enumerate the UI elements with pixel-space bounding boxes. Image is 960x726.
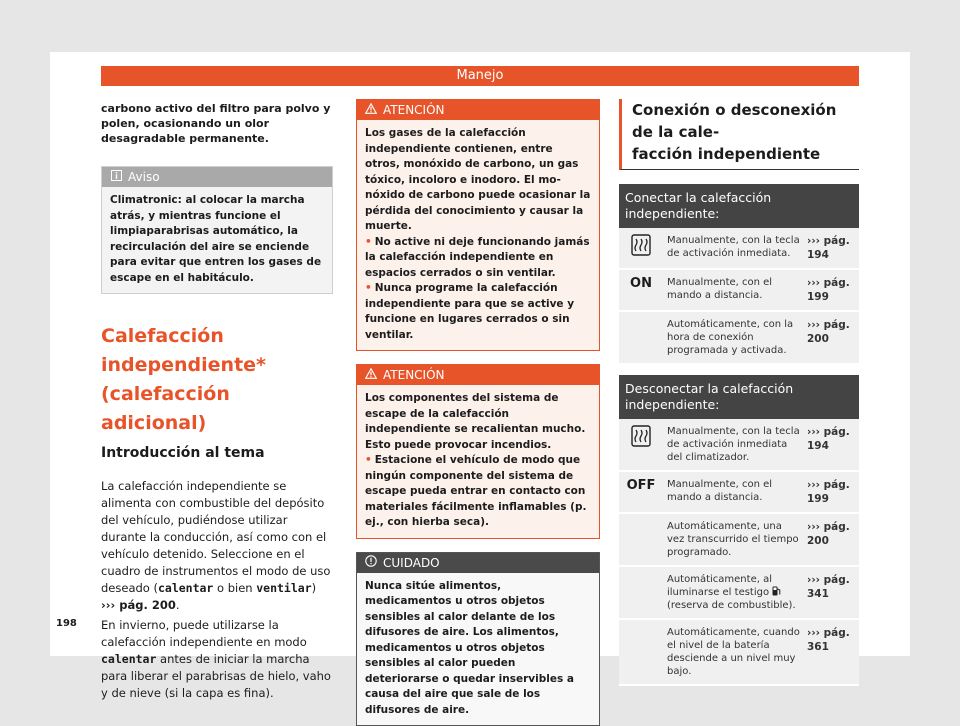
page-ref-label: ››› pág. <box>807 425 857 439</box>
column-right <box>619 99 859 686</box>
atencion-bullet-1b <box>365 281 591 343</box>
page-number: 198 <box>56 618 77 629</box>
atencion-text-1: Los gases de la calefacción independiente contienen, entre otros, monóxido de carbono, un gas tóxico, incoloro e inodoro. El monóxido de carbono puede ocasionar la pérdida del conocimiento y causar la muerte. <box>365 126 591 235</box>
page-ref-number: 199 <box>807 290 857 304</box>
atencion-title-2: ATENCIÓN <box>383 368 445 382</box>
cuidado-header <box>357 553 599 573</box>
table-row <box>619 312 859 365</box>
table-row <box>619 514 859 567</box>
empty-icon-cell <box>619 620 663 626</box>
row-description: Manualmente, con la tecla de activación inmediata. <box>663 228 805 266</box>
para2-text-end: antes de iniciar la marcha para liberar el parabrisas de hielo, vaho y de nieve (si la capa es fina). <box>101 652 331 700</box>
cuidado-text: Nunca sitúe alimentos, medicamentos u otros objetos sensibles al calor delante de los difusores de aire. Los alimentos, medicamentos u otros objetos sensibles al calor pueden deteriorarse o quedar inservibles a causa del aire que sale de los difusores de aire. <box>357 573 599 726</box>
disconnect-table <box>619 375 859 686</box>
intro-paragraph-1 <box>101 478 333 614</box>
connect-table <box>619 184 859 365</box>
connect-table-heading: Conectar la calefacción independiente: <box>619 184 859 228</box>
page-ref-number: 200 <box>807 332 857 346</box>
row-description <box>663 567 805 618</box>
on-label: ON <box>630 276 652 291</box>
page-ref-number: 194 <box>807 248 857 262</box>
aviso-box <box>101 166 333 294</box>
page-ref-label: ››› pág. <box>807 520 857 534</box>
row-page-ref[interactable] <box>805 419 859 459</box>
chapter-header: Manejo <box>101 66 859 86</box>
row-description: Manualmente, con el mando a distancia. <box>663 472 805 510</box>
page-ref-label: ››› pág. <box>807 318 857 332</box>
aviso-text: Climatronic: al colocar la marcha atrás, y mientras funcione el limpiaparabrisas automático, la recirculación del aire se enciende para evitar que entren los gases de escape en el habitáculo. <box>102 187 332 293</box>
column-left <box>101 101 333 702</box>
atencion-text-2: Los componentes del sistema de escape de la calefacción independiente se recalientan mucho. Esto puede provocar incendios. <box>365 391 591 453</box>
off-label: OFF <box>627 478 656 493</box>
mode-calentar: calentar <box>158 581 213 595</box>
para1-end: . <box>176 598 180 612</box>
atencion-bullet-1a <box>365 235 591 282</box>
disconnect-table-heading: Desconectar la calefacción independiente: <box>619 375 859 419</box>
bullet-icon: • <box>365 236 372 248</box>
bullet-text: Estacione el vehículo de modo que ningún componente del sistema de escape pueda entrar en contacto con materiales fácilmente inflamables (p. ej., con hierba seca). <box>365 454 586 528</box>
table-row <box>619 620 859 686</box>
row-page-ref[interactable] <box>805 228 859 268</box>
page-ref-number: 361 <box>807 640 857 654</box>
atencion-body-2 <box>357 385 599 538</box>
continued-text: carbono activo del filtro para polvo y polen, ocasionando un olor desagradable permanente. <box>101 101 333 146</box>
row-desc-part1: Automáticamente, al iluminarse el testigo <box>667 574 772 598</box>
right-title-line1: Conexión o desconexión de la cale- <box>632 99 859 143</box>
row-description: Manualmente, con el mando a distancia. <box>663 270 805 308</box>
subsection-title: Introducción al tema <box>101 444 333 462</box>
row-page-ref[interactable] <box>805 312 859 352</box>
page-ref-label: ››› pág. <box>807 573 857 587</box>
bullet-icon: • <box>365 282 372 294</box>
table-row <box>619 472 859 514</box>
empty-icon-cell <box>619 514 663 520</box>
row-description: Automáticamente, cuando el nivel de la batería desciende a un nivel muy bajo. <box>663 620 805 684</box>
atencion-box-2 <box>356 364 600 539</box>
para1-close: ) <box>312 581 317 595</box>
row-page-ref[interactable] <box>805 514 859 554</box>
atencion-header-2 <box>357 365 599 385</box>
para1-connector: o bien <box>213 581 256 595</box>
para1-text: La calefacción independiente se alimenta con combustible del depósito del vehículo, pudiéndose utilizar durante la conducción, así como con el vehículo detenido. Seleccione en el cuadro de instrumentos el modo de uso deseado ( <box>101 479 330 595</box>
empty-icon-cell <box>619 567 663 573</box>
table-row <box>619 567 859 620</box>
page-ref-number: 199 <box>807 492 857 506</box>
empty-icon-cell <box>619 312 663 318</box>
bullet-icon: • <box>365 454 372 466</box>
atencion-header-1 <box>357 100 599 120</box>
row-page-ref[interactable] <box>805 472 859 512</box>
page-ref-number: 341 <box>807 587 857 601</box>
heater-icon <box>619 228 663 256</box>
fuel-pump-icon <box>772 587 781 598</box>
heater-icon <box>619 419 663 447</box>
table-row <box>619 270 859 312</box>
aviso-title: Aviso <box>128 170 160 184</box>
row-page-ref[interactable] <box>805 567 859 607</box>
atencion-bullet-2a <box>365 453 591 531</box>
aviso-header <box>102 167 332 187</box>
row-description: Manualmente, con la tecla de activación inmediata del climatizador. <box>663 419 805 470</box>
atencion-title-1: ATENCIÓN <box>383 103 445 117</box>
warning-triangle-icon <box>365 365 377 385</box>
page-ref-number: 200 <box>807 534 857 548</box>
mode-ventilar: ventilar <box>256 581 311 595</box>
mode-calentar-2: calentar <box>101 652 156 666</box>
cuidado-box <box>356 552 600 726</box>
section-heading <box>101 322 333 438</box>
atencion-box-1 <box>356 99 600 351</box>
page-ref-label: ››› pág. <box>807 234 857 248</box>
page-ref-number: 194 <box>807 439 857 453</box>
table-row <box>619 228 859 270</box>
section-title-line2: (calefacción adicional) <box>101 380 333 438</box>
right-title-line2: facción independiente <box>632 143 859 165</box>
row-description: Automáticamente, una vez transcurrido el tiempo programado. <box>663 514 805 565</box>
column-middle <box>356 99 600 726</box>
row-page-ref[interactable] <box>805 620 859 660</box>
bullet-text: No active ni deje funcionando jamás la calefacción independiente en espacios cerrados o sin ventilar. <box>365 236 590 279</box>
atencion-body-1 <box>357 120 599 350</box>
row-page-ref[interactable] <box>805 270 859 310</box>
section-title-line1: Calefacción independiente* <box>101 322 333 380</box>
info-icon <box>110 167 122 187</box>
page-ref-label: ››› pág. <box>807 276 857 290</box>
row-description: Automáticamente, con la hora de conexión programada y activada. <box>663 312 805 363</box>
row-desc-part2: (reserva de combustible). <box>667 600 796 611</box>
off-icon <box>619 472 663 493</box>
on-icon <box>619 270 663 291</box>
table-row <box>619 419 859 472</box>
cuidado-title: CUIDADO <box>383 556 440 570</box>
intro-paragraph-2 <box>101 617 333 702</box>
caution-circle-icon <box>365 553 377 573</box>
page-ref-link[interactable]: ››› pág. 200 <box>101 598 176 612</box>
bullet-text: Nunca programe la calefacción independiente para que se active y funcione en lugares cerrados o sin ventilar. <box>365 282 574 341</box>
warning-triangle-icon <box>365 100 377 120</box>
right-section-title <box>619 99 859 170</box>
page-ref-label: ››› pág. <box>807 626 857 640</box>
para2-text: En invierno, puede utilizarse la calefacción independiente en modo <box>101 618 307 649</box>
page-ref-label: ››› pág. <box>807 478 857 492</box>
